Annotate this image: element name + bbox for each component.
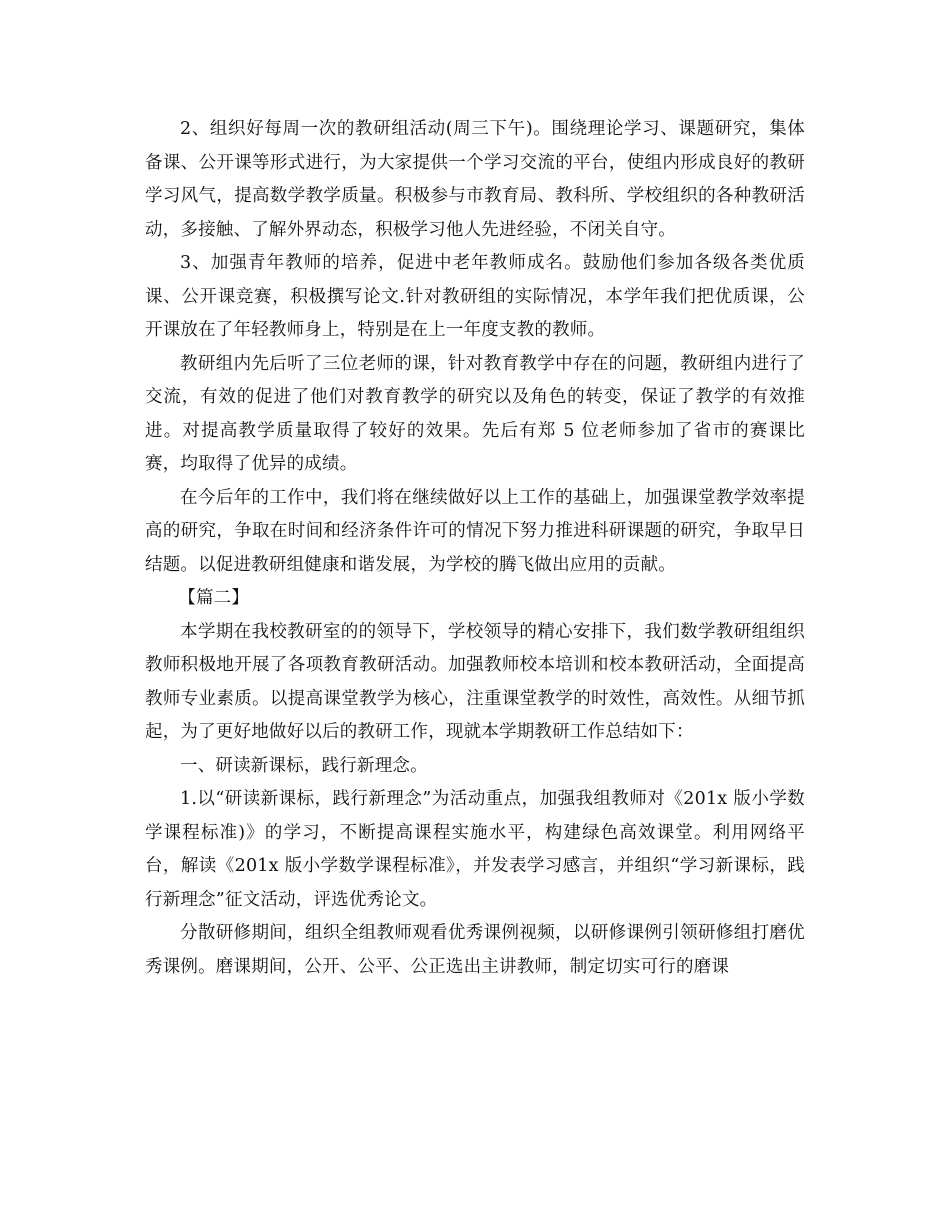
section-heading: 【篇二】 bbox=[178, 588, 250, 608]
paragraph-5: 本学期在我校教研室的的领导下，学校领导的精心安排下，我们数学教研组组织教师积极地开展了各项教育教研活动。加强教师校本培训和校本教研活动，全面提高教师专业素质。以提高课堂教学为核心，注重课堂教学的时效性，高效性。从细节抓起，为了更好地做好以后的教研工作，现就本学期教研工作总结如下： bbox=[145, 621, 805, 742]
paragraph-6: 一、研读新课标，践行新理念。 bbox=[180, 755, 428, 776]
document-body bbox=[145, 113, 805, 984]
paragraph-8: 分散研修期间，组织全组教师观看优秀课例视频，以研修课例引领研修组打磨优秀课例。磨课期间，公开、公平、公正选出主讲教师，制定切实可行的磨课 bbox=[145, 923, 805, 977]
paragraph-3: 教研组内先后听了三位老师的课，针对教育教学中存在的问题，教研组内进行了交流，有效的促进了他们对教育教学的研究以及角色的转变，保证了教学的有效推进。对提高教学质量取得了较好的效果。先后有郑 5 位老师参加了省市的赛课比赛，均取得了优异的成绩。 bbox=[145, 353, 805, 474]
paragraph-4: 在今后年的工作中，我们将在继续做好以上工作的基础上，加强课堂教学效率提高的研究，争取在时间和经济条件许可的情况下努力推进科研课题的研究，争取早日结题。以促进教研组健康和谐发展，为学校的腾飞做出应用的贡献。 bbox=[145, 487, 805, 575]
paragraph-7: 1.以“研读新课标，践行新理念”为活动重点，加强我组教师对《201x 版小学数学课程标准)》的学习，不断提高课程实施水平，构建绿色高效课堂。利用网络平台，解读《201x 版小学数学课程标准》，并发表学习感言，并组织“学习新课标，践行新理念”征文活动，评选优秀论文。 bbox=[145, 789, 805, 910]
paragraph-2: 3、加强青年教师的培养，促进中老年教师成名。鼓励他们参加各级各类优质课、公开课竞赛，积极撰写论文.针对教研组的实际情况，本学年我们把优质课，公开课放在了年轻教师身上，特别是在上一年度支教的教师。 bbox=[145, 253, 805, 340]
paragraph-1: 2、组织好每周一次的教研组活动(周三下午)。围绕理论学习、课题研究，集体备课、公开课等形式进行，为大家提供一个学习交流的平台，使组内形成良好的教研学习风气，提高数学教学质量。积极参与市教育局、教科所、学校组织的各种教研活动，多接触、了解外界动态，积极学习他人先进经验，不闭关自守。 bbox=[145, 119, 805, 240]
